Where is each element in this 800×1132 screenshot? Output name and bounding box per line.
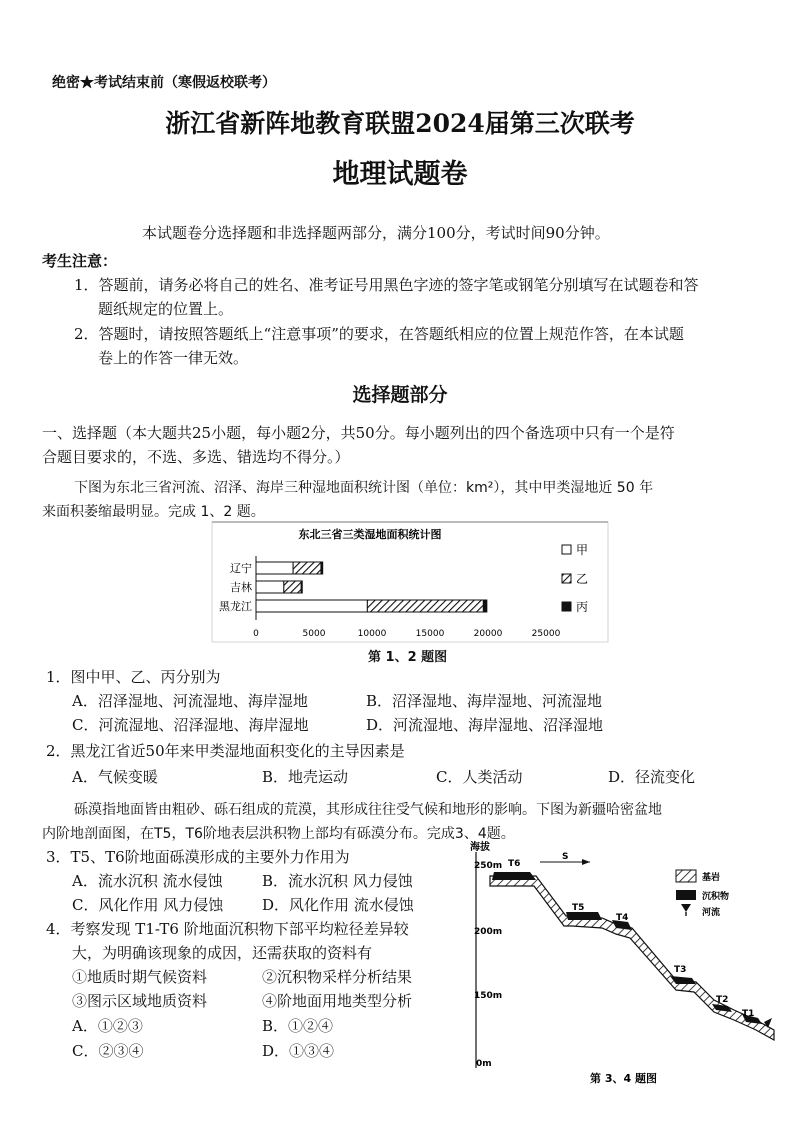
legend-bedrock-swatch: [676, 870, 696, 882]
bar-吉林-丙: [301, 581, 302, 593]
label-t3: T3: [674, 965, 687, 975]
legend-label-bing: 丙: [576, 600, 589, 614]
q1-option-a[interactable]: A．沼泽湿地、河流湿地、海岸湿地: [72, 692, 308, 710]
label-t6: T6: [508, 859, 521, 869]
notice-item1-line1: 1．答题前，请务必将自己的姓名、准考证号用黑色字迹的签字笔或钢笔分别填写在试题卷和答: [74, 276, 699, 294]
legend-swatch-bing: [562, 602, 571, 611]
exam-subtitle: 地理试题卷: [332, 159, 468, 190]
bar-吉林-甲: [256, 581, 284, 593]
legend-label-jia: 甲: [576, 543, 589, 557]
bar-辽宁-丙: [321, 562, 323, 574]
x-tick-label: 20000: [473, 629, 503, 639]
tick-150m: 150m: [474, 991, 503, 1001]
q4-option-a[interactable]: A．①②③: [72, 1017, 143, 1035]
q4-item-4: ④阶地面用地类型分析: [262, 992, 413, 1010]
q4-item-3: ③图示区域地质资料: [72, 992, 208, 1010]
category-labels: [219, 562, 252, 613]
notice-item2-line2: 卷上的作答一律无效。: [98, 349, 249, 367]
q2-option-a[interactable]: A．气候变暖: [72, 768, 158, 786]
legend-label-yi: 乙: [576, 572, 589, 586]
sediment-t6: [492, 872, 536, 880]
label-t5: T5: [572, 903, 585, 913]
legend-river-icon: [681, 904, 691, 912]
notice-item1-line2: 题纸规定的位置上。: [98, 300, 234, 318]
q2-stem: 2．黑龙江省近50年来甲类湿地面积变化的主导因素是: [46, 742, 405, 760]
arrow-head-icon: [582, 859, 590, 865]
q3-option-c[interactable]: C．风化作用 风力侵蚀: [72, 896, 224, 914]
terrace-profile: [466, 840, 788, 1092]
q3-stem: 3．T5、T6阶地面砾漠形成的主要外力作用为: [46, 848, 350, 866]
terrace-profile-svg: [466, 840, 788, 1092]
stem12-line2: 来面积萎缩最明显。完成 1、2 题。: [42, 504, 265, 520]
q1-option-d[interactable]: D．河流湿地、海岸湿地、沼泽湿地: [366, 716, 604, 734]
bar-黑龙江-乙: [367, 600, 483, 612]
q3-option-d[interactable]: D．风化作用 流水侵蚀: [262, 896, 414, 914]
stem34-line1: 砾漠指地面皆由粗砂、砾石组成的荒漠，其形成往往受气候和地形的影响。下图为新疆哈密盆地: [74, 802, 662, 818]
legend-river-label: 河流: [702, 908, 721, 918]
q2-option-d[interactable]: D．径流变化: [608, 768, 696, 786]
q4-line2: 大，为明确该现象的成因，还需获取的资料有: [72, 944, 373, 962]
stem12-line1: 下图为东北三省河流、沼泽、海岸三种湿地面积统计图（单位：km²），其中甲类湿地近 50 年: [74, 480, 654, 496]
bar-黑龙江-丙: [483, 600, 486, 612]
q1-option-c[interactable]: C．河流湿地、沼泽湿地、海岸湿地: [72, 716, 309, 734]
tick-0m: 0m: [476, 1059, 492, 1069]
q2-option-b[interactable]: B．地壳运动: [262, 768, 349, 786]
bedrock-profile: [490, 876, 774, 1040]
direction-label: S: [562, 852, 569, 862]
q4-line1: 4．考察发现 T1-T6 阶地面沉积物下部平均粒径差异较: [46, 920, 409, 938]
wetland-chart: [200, 520, 610, 645]
chart-caption: 第 1、2 题图: [368, 650, 448, 665]
legend-swatch-jia: [562, 545, 571, 554]
label-t1: T1: [742, 1009, 755, 1019]
tick-250m: 250m: [474, 861, 503, 871]
tick-200m: 200m: [474, 927, 503, 937]
bar-辽宁-乙: [293, 562, 321, 574]
legend-bedrock-label: 基岩: [702, 873, 721, 883]
label-t2: T2: [716, 995, 729, 1005]
q4-option-b[interactable]: B．①②④: [262, 1017, 334, 1035]
bar-group: [256, 562, 487, 612]
x-tick-label: 10000: [357, 629, 387, 639]
axis-title: 海拔: [470, 842, 490, 853]
category-label: 辽宁: [230, 562, 252, 575]
q2-option-c[interactable]: C．人类活动: [436, 768, 523, 786]
chart-title: 东北三省三类湿地面积统计图: [298, 528, 442, 541]
legend-sediment-swatch: [676, 890, 696, 900]
part1-line1: 一、选择题（本大题共25小题，每小题2分，共50分。每小题列出的四个备选项中只有一个是符: [42, 424, 675, 442]
q4-option-d[interactable]: D．①③④: [262, 1042, 335, 1060]
q4-item-2: ②沉积物采样分析结果: [262, 968, 413, 986]
q1-option-b[interactable]: B．沼泽湿地、海岸湿地、河流湿地: [366, 692, 603, 710]
wetland-chart-svg: [200, 520, 610, 645]
exam-title: 浙江省新阵地教育联盟2024届第三次联考: [165, 109, 635, 138]
notice-heading: 考生注意：: [42, 252, 118, 270]
label-t4: T4: [616, 913, 629, 923]
part1-line2: 合题目要求的，不选、多选、错选均不得分。）: [42, 448, 350, 466]
bar-辽宁-甲: [256, 562, 293, 574]
notice-item2-line1: 2．答题时，请按照答题纸上“注意事项”的要求，在答题纸相应的位置上规范作答，在本试题: [74, 325, 684, 343]
bar-吉林-乙: [284, 581, 301, 593]
profile-caption: 第 3、4 题图: [590, 1072, 657, 1085]
q4-option-c[interactable]: C．②③④: [72, 1042, 144, 1060]
x-tick-label: 15000: [415, 629, 445, 639]
legend-sediment-label: 沉积物: [702, 892, 730, 902]
section-title: 选择题部分: [352, 384, 448, 406]
x-tick-label: 0: [253, 629, 259, 639]
x-tick-label: 25000: [531, 629, 561, 639]
secret-label: 绝密★考试结束前（寒假返校联考）: [52, 75, 276, 91]
legend-swatch-yi: [562, 574, 571, 583]
bar-黑龙江-甲: [256, 600, 367, 612]
sediment-t5: [566, 912, 602, 920]
intro-text: 本试题卷分选择题和非选择题两部分，满分100分，考试时间90分钟。: [142, 224, 610, 242]
q3-option-a[interactable]: A．流水沉积 流水侵蚀: [72, 872, 223, 890]
category-label: 黑龙江: [219, 600, 252, 613]
q4-item-1: ①地质时期气候资料: [72, 968, 208, 986]
q3-option-b[interactable]: B．流水沉积 风力侵蚀: [262, 872, 413, 890]
stem34-line2: 内阶地剖面图，在T5，T6阶地表层洪积物上部均有砾漠分布。完成3、4题。: [42, 826, 515, 842]
category-label: 吉林: [230, 581, 252, 594]
x-tick-labels: [253, 629, 560, 639]
q1-stem: 1．图中甲、乙、丙分别为: [46, 668, 221, 686]
x-tick-label: 5000: [302, 629, 326, 639]
